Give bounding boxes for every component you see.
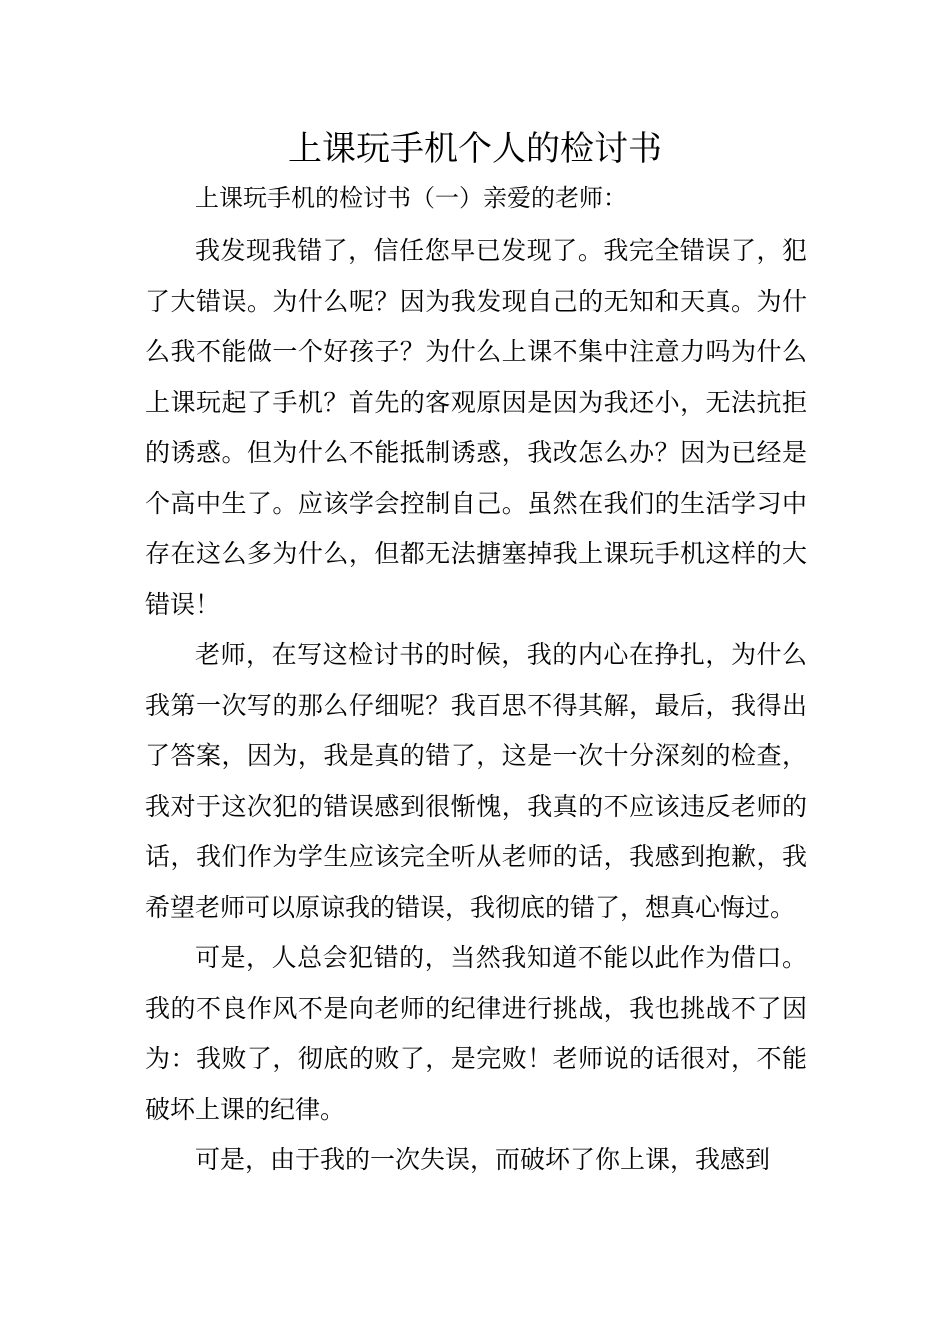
paragraph-2: 老师，在写这检讨书的时候，我的内心在挣扎，为什么我第一次写的那么仔细呢？我百思不得其解，最后，我得出了答案，因为，我是真的错了，这是一次十分深刻的检查，我对于这次犯的错误感到很惭愧，我真的不应该违反老师的话，我们作为学生应该完全听从老师的话，我感到抱歉，我希望老师可以原谅我的错误，我彻底的错了，想真心悔过。 [145, 640, 807, 922]
document-body [145, 226, 807, 1186]
paragraph-3: 可是，人总会犯错的，当然我知道不能以此作为借口。我的不良作风不是向老师的纪律进行挑战，我也挑战不了因为：我败了，彻底的败了，是完败！老师说的话很对，不能破坏上课的纪律。 [145, 943, 807, 1124]
paragraph-1: 我发现我错了，信任您早已发现了。我完全错误了，犯了大错误。为什么呢？因为我发现自己的无知和天真。为什么我不能做一个好孩子？为什么上课不集中注意力吗为什么上课玩起了手机？首先的客观原因是因为我还小，无法抗拒的诱惑。但为什么不能抵制诱惑，我改怎么办？因为已经是个高中生了。应该学会控制自己。虽然在我们的生活学习中存在这么多为什么，但都无法搪塞掉我上课玩手机这样的大错误！ [145, 236, 807, 619]
document-title: 上课玩手机个人的检讨书 [288, 129, 662, 169]
paragraph-4: 可是，由于我的一次失误，而破坏了你上课，我感到 [195, 1145, 771, 1174]
document-subtitle: 上课玩手机的检讨书（一）亲爱的老师： [195, 184, 627, 212]
